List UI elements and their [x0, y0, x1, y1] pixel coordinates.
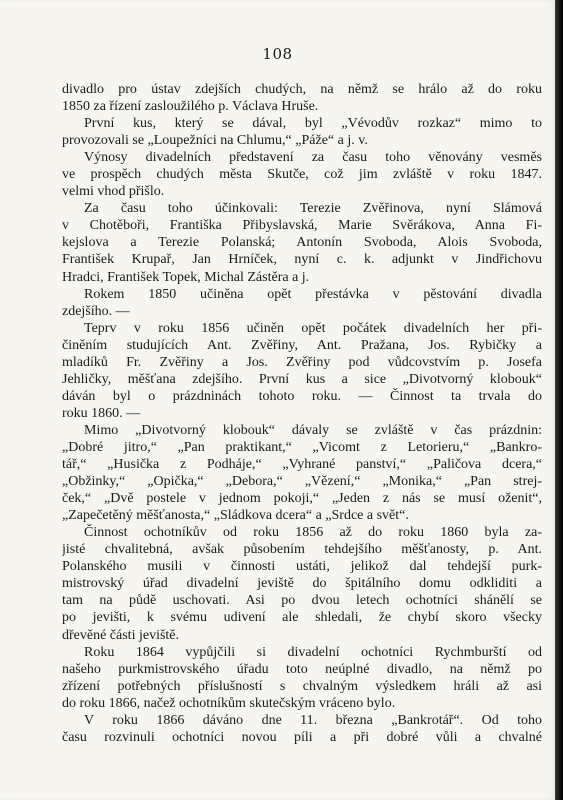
text-line: do roku 1866, načež ochotníkům skutečským vráceno bylo. [62, 695, 396, 711]
text-line: Teprv v roku 1856 učiněn opět počátek divadelních her při- [84, 320, 542, 336]
page-edge-shadow [555, 0, 563, 800]
text-line: Výnosy divadelních představení za času toho věnovány vesměs [84, 150, 542, 166]
text-line: našeho purkmistrovského úřadu toto neúplné divadlo, na němž po [62, 661, 542, 677]
text-line: zdejšího. — [62, 303, 130, 319]
text-line: Činnost ochotníkův od roku 1856 až do roku 1860 byla za- [84, 525, 542, 541]
text-line: Mimo „Divotvorný klobouk“ dávaly se zvláště v čas prázdnin: [84, 422, 542, 438]
body-text [62, 81, 542, 746]
text-line: Za času toho účinkovali: Terezie Zvěřinova, nyní Slámová [84, 201, 542, 217]
text-line: „Obžinky,“ „Opička,“ „Debora,“ „Vězení,“ „Monika,“ „Pan strej- [62, 474, 542, 490]
text-line: František Krupař, Jan Hrníček, nyní c. k. adjunkt v Jindřichovu [62, 252, 542, 268]
text-line: Hradci, František Topek, Michal Zástěra a j. [62, 269, 310, 285]
text-line: „Dobré jitro,“ „Pan praktikant,“ „Vicomt z Letorieru,“ „Bankro- [62, 439, 542, 455]
text-line: provozovali se „Loupežníci na Chlumu,“ „Páže“ a j. v. [62, 133, 368, 149]
text-line: tář,“ „Husička z Podháje,“ „Vyhrané panství,“ „Paličova dcera,“ [62, 457, 542, 473]
text-line: ve prospěch chudých města Skutče, což jim zvláště v roku 1847. [62, 167, 542, 183]
text-line: roku 1860. — [62, 405, 141, 421]
text-line: tam na půdě uschovati. Asi po dvou letech ochotníci shánělí se [62, 593, 542, 609]
text-line: kejslova a Terezie Polanská; Antonín Svoboda, Alois Svoboda, [62, 235, 542, 251]
text-line: Polanského musili v činnosti ustáti, jelikož dal tehdejší purk- [62, 559, 542, 575]
text-line: Roku 1864 vypůjčili si divadelní ochotníci Rychmburští od [84, 644, 542, 660]
text-line: zřízení potřebných příslušností s chvalným výsledkem hráli až asi [62, 678, 542, 694]
text-line: Rokem 1850 učiněna opět přestávka v pěstování divadla [84, 286, 542, 302]
text-line: mistrovský úřad divadelní jeviště do špitálního domu odkliditi a [62, 576, 542, 592]
text-line: „Zapečetěný měšťanosta,“ „Sládkova dcera“ a „Srdce a svět“. [62, 508, 409, 524]
text-line: První kus, který se dával, byl „Vévodův rozkaz“ mimo to [84, 116, 542, 132]
text-line: jisté chvalitebná, avšak působením tehdejšího měšťanosty, p. Ant. [62, 542, 542, 558]
text-line: dřevěné části jeviště. [62, 627, 180, 643]
text-line: divadlo pro ústav zdejších chudých, na němž se hrálo až do roku [62, 82, 542, 97]
text-line: V roku 1866 dáváno dne 11. března „Bankrotář“. Od toho [84, 712, 542, 728]
text-line: ček,“ „Dvě postele v jednom pokoji,“ „Jeden z nás se musí oženit“, [62, 491, 542, 507]
text-line: po jevišti, k svému udivení ale shledali, že chybí skoro všecky [62, 610, 542, 626]
page-number: 108 [262, 45, 293, 63]
text-line: velmi vhod přišlo. [62, 184, 165, 200]
text-line: Jehličky, měšťana zdejšího. První kus a sice „Divotvorný klobouk“ [62, 371, 542, 387]
text-line: 1850 za řízení zasloužilého p. Václava Hruše. [62, 99, 319, 115]
text-line: času rozvinuli ochotníci novou píli a při dobré vůli a chvalné [62, 729, 542, 745]
text-line: v Chotěboři, Františka Přibyslavská, Marie Svěrákova, Anna Fi- [62, 218, 542, 234]
text-line: činěním studujících Ant. Zvěřiny, Ant. Pražana, Jos. Rybičky a [62, 337, 542, 353]
text-line: mladíků Fr. Zvěřiny a Jos. Zvěřiny pod vůdcovstvím p. Josefa [62, 354, 542, 370]
text-line: dáván byl o prázdninách tohoto roku. — Činnost ta trvala do [62, 388, 542, 404]
